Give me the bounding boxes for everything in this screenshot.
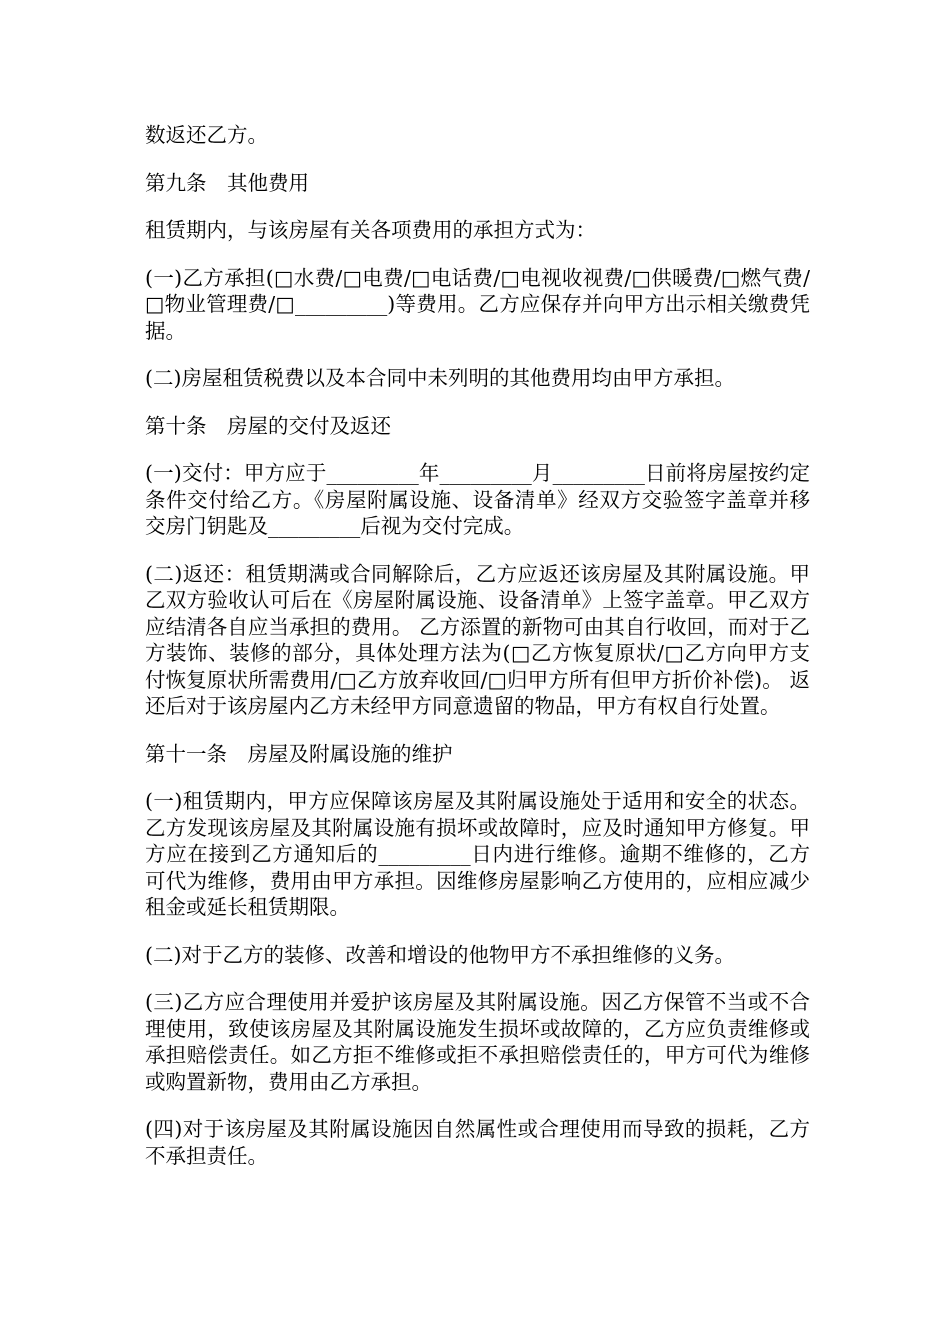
article-11-heading: 第十一条 房屋及附属设施的维护 [145, 741, 453, 766]
paragraph-continuation: 数返还乙方。 [145, 123, 268, 147]
article-10-heading: 第十条 房屋的交付及返还 [145, 413, 391, 438]
article-11-clause-1: (一)租赁期内，甲方应保障该房屋及其附属设施处于适用和安全的状态。乙方发现该房屋及其附属设施有损坏或故障时，应及时通知甲方修复。甲方应在接到乙方通知后的_________日内进行维修。逾期不维修的，乙方可代为维修，费用由甲方承担。因维修房屋影响乙方使用的，应相应减少租金或延长租赁期限。 [145, 789, 810, 919]
article-10-clause-1: (一)交付：甲方应于_________年_________月_________日前将房屋按约定条件交付给乙方。《房屋附属设施、设备清单》经双方交验签字盖章并移交房门钥匙及_________后视为交付完成。 [145, 461, 810, 538]
article-11-clause-2: (二)对于乙方的装修、改善和增设的他物甲方不承担维修的义务。 [145, 942, 735, 967]
document-body [145, 122, 810, 1190]
article-9-clause-2: (二)房屋租赁税费以及本合同中未列明的其他费用均由甲方承担。 [145, 366, 735, 390]
article-10-clause-2: (二)返还：租赁期满或合同解除后，乙方应返还该房屋及其附属设施。甲乙双方验收认可后在《房屋附属设施、设备清单》上签字盖章。甲乙双方应结清各自应当承担的费用。 乙方添置的新物可由其自行收回，而对于乙方装饰、装修的部分，具体处理方法为(□乙方恢复原状/□乙方向甲方支付恢复原状所需费用/□乙方放弃收回/□归甲方所有但甲方折价补偿)。 返还后对于该房屋内乙方未经甲方同意遗留的物品，甲方有权自行处置。 [145, 561, 810, 718]
article-11-clause-4: (四)对于该房屋及其附属设施因自然属性或合理使用而导致的损耗，乙方不承担责任。 [145, 1117, 810, 1168]
article-11-clause-3: (三)乙方应合理使用并爱护该房屋及其附属设施。因乙方保管不当或不合理使用，致使该房屋及其附属设施发生损坏或故障的，乙方应负责维修或承担赔偿责任。如乙方拒不维修或拒不承担赔偿责任的，甲方可代为维修或购置新物，费用由乙方承担。 [145, 990, 810, 1094]
article-9-heading: 第九条 其他费用 [145, 170, 309, 195]
article-9-intro: 租赁期内，与该房屋有关各项费用的承担方式为： [145, 218, 596, 242]
article-9-clause-1: (一)乙方承担(□水费/□电费/□电话费/□电视收视费/□供暖费/□燃气费/□物业管理费/□_________)等费用。乙方应保存并向甲方出示相关缴费凭据。 [145, 265, 810, 343]
